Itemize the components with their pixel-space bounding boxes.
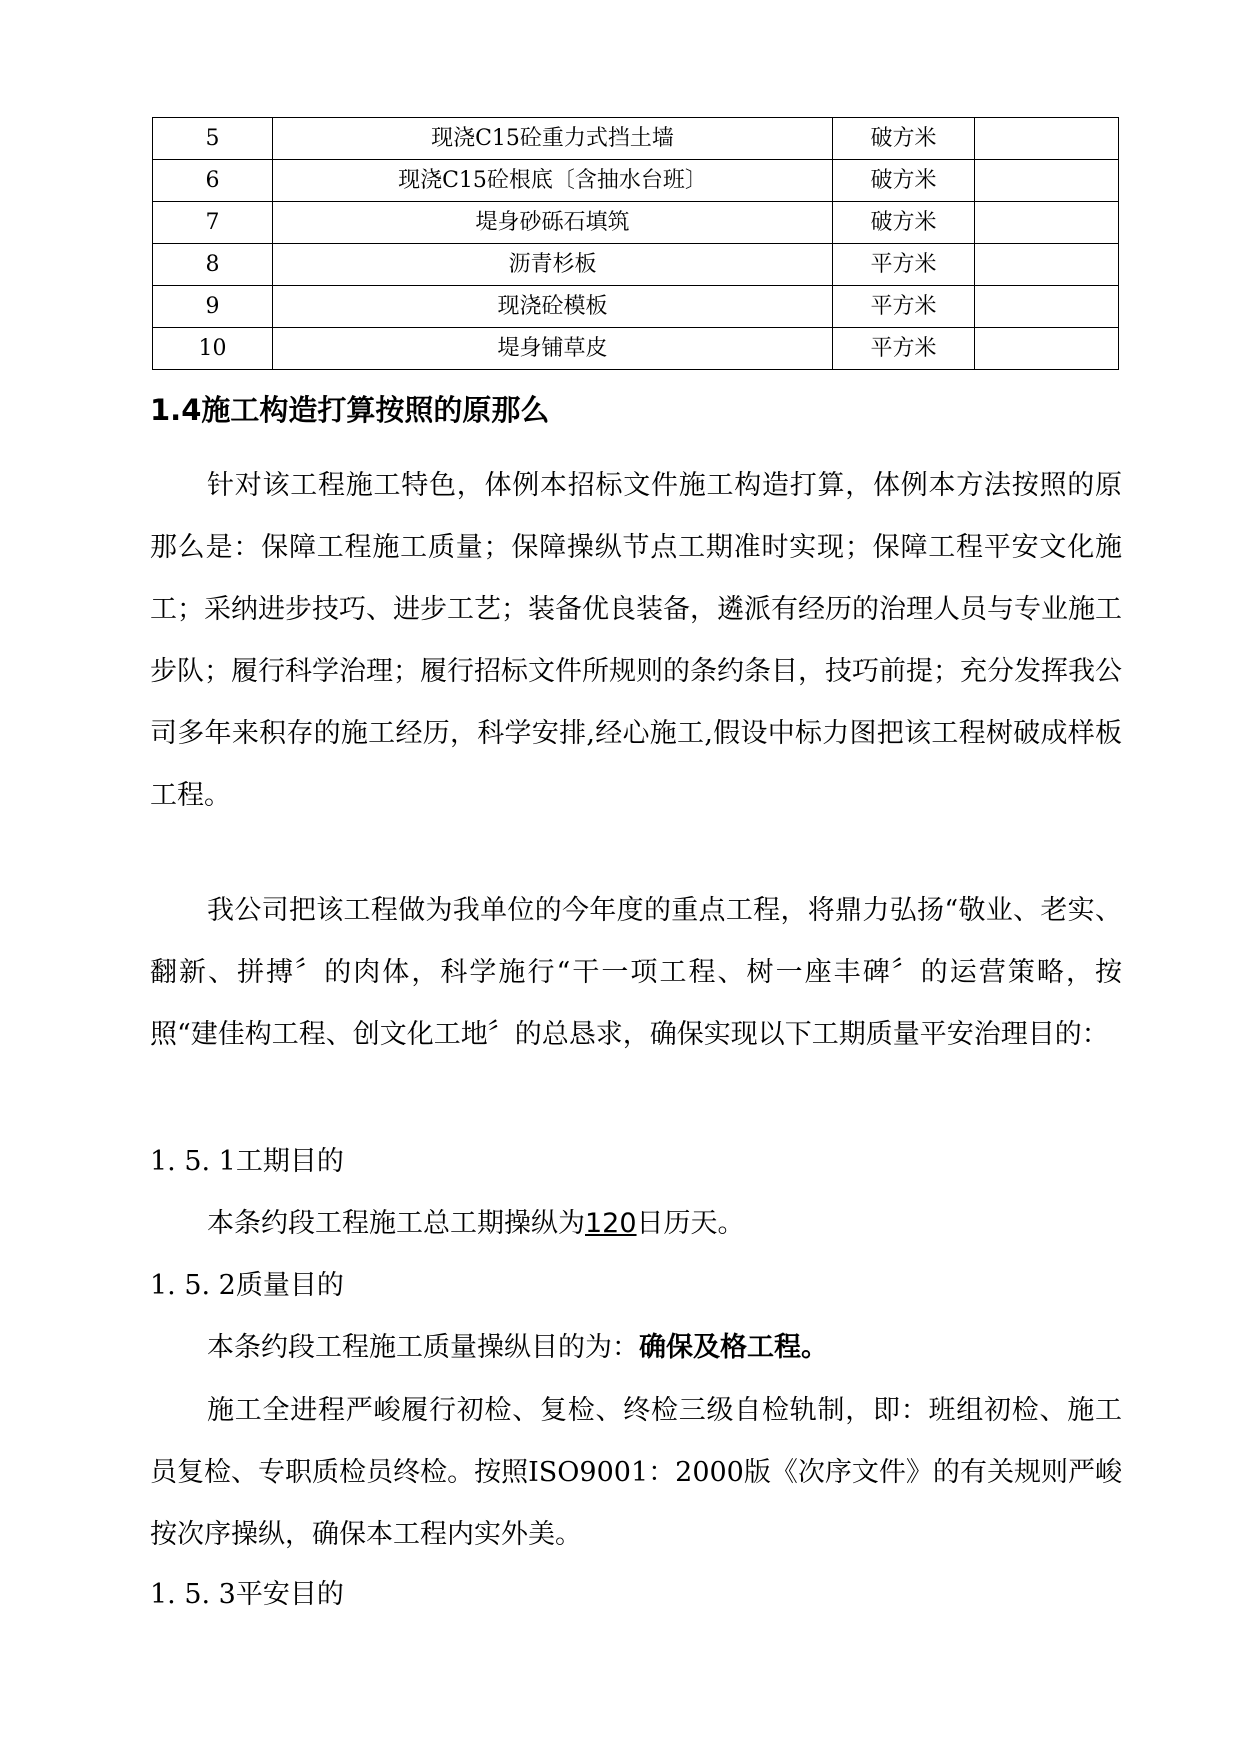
quantity-table	[152, 117, 1119, 370]
quality-goal-text	[207, 1328, 828, 1368]
table-row	[153, 202, 1119, 244]
row-item: 现浇C15砼重力式挡土墙	[273, 118, 833, 160]
row-quantity	[975, 244, 1119, 286]
row-number: 9	[153, 286, 273, 328]
row-unit: 平方米	[833, 286, 975, 328]
row-item: 堤身砂砾石填筑	[273, 202, 833, 244]
row-unit: 破方米	[833, 160, 975, 202]
inspection-paragraph: 施工全进程严峻履行初检、复检、终检三级自检轨制，即：班组初检、施工员复检、专职质检员终检。按照ISO9001：2000版《次序文件》的有关规则严峻按次序操纵，确保本工程内实外美。	[150, 1395, 1122, 1550]
row-unit: 破方米	[833, 202, 975, 244]
row-unit: 平方米	[833, 328, 975, 370]
row-number: 7	[153, 202, 273, 244]
row-item: 现浇砼模板	[273, 286, 833, 328]
row-quantity	[975, 118, 1119, 160]
schedule-goal-text-a: 本条约段工程施工总工期操纵为	[207, 1208, 585, 1239]
table-row	[153, 286, 1119, 328]
quality-goal-text-a: 本条约段工程施工质量操纵目的为：	[207, 1332, 639, 1363]
schedule-goal-text-b: 日历天	[636, 1208, 718, 1239]
row-unit: 平方米	[833, 244, 975, 286]
row-item: 现浇C15砼根底〔含抽水台班〕	[273, 160, 833, 202]
table-row	[153, 160, 1119, 202]
section-heading-1-4: 1.4施工构造打算按照的原那么	[150, 393, 550, 427]
schedule-days: 120	[585, 1208, 637, 1239]
quality-goal-emphasis: 确保及格工程。	[639, 1332, 828, 1363]
row-number: 6	[153, 160, 273, 202]
row-number: 5	[153, 118, 273, 160]
quality-goal-heading: 1. 5. 2质量目的	[150, 1270, 344, 1301]
table-row	[153, 118, 1119, 160]
principles-paragraph: 针对该工程施工特色，体例本招标文件施工构造打算，体例本方法按照的原那么是：保障工程施工质量；保障操纵节点工期准时实现；保障工程平安文化施工；采纳进步技巧、进步工艺；装备优良装备，遴派有经历的治理人员与专业施工步队；履行科学治理；履行招标文件所规则的条约条目，技巧前提；充分发挥我公司多年来积存的施工经历，科学安排,经心施工,假设中标力图把该工程树破成样板工程。	[150, 470, 1122, 811]
row-number: 8	[153, 244, 273, 286]
schedule-goal-heading: 1. 5. 1工期目的	[150, 1146, 344, 1177]
safety-goal-heading: 1. 5. 3平安目的	[150, 1579, 344, 1610]
row-item: 沥青杉板	[273, 244, 833, 286]
schedule-goal-text	[207, 1204, 745, 1244]
row-item: 堤身铺草皮	[273, 328, 833, 370]
schedule-goal-end: 。	[717, 1208, 745, 1239]
row-quantity	[975, 328, 1119, 370]
goals-intro-paragraph: 我公司把该工程做为我单位的今年度的重点工程，将鼎力弘扬“敬业、老实、翻新、拼搏〞的肉体，科学施行“干一项工程、树一座丰碑〞的运营策略，按照“建佳构工程、创文化工地〞的总恳求，确保实现以下工期质量平安治理目的：	[150, 895, 1122, 1050]
table-row	[153, 244, 1119, 286]
row-number: 10	[153, 328, 273, 370]
row-unit: 破方米	[833, 118, 975, 160]
row-quantity	[975, 160, 1119, 202]
table-row	[153, 328, 1119, 370]
row-quantity	[975, 286, 1119, 328]
row-quantity	[975, 202, 1119, 244]
